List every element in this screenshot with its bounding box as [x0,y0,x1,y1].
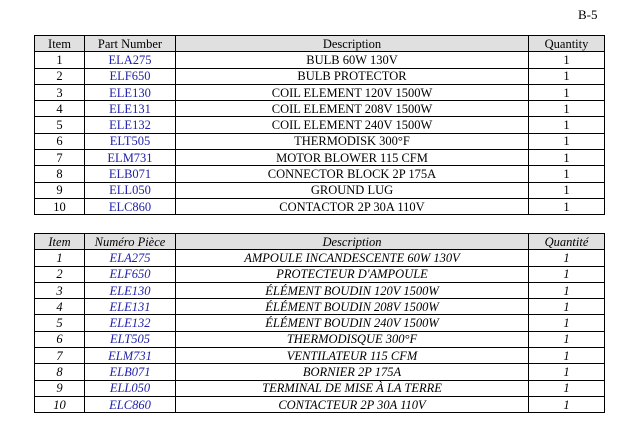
header-item: Item [35,234,85,250]
cell-item: 10 [35,198,85,214]
cell-part-number: ELE131 [85,101,176,117]
cell-part-number: ELF650 [85,68,176,84]
page-number: B-5 [578,7,598,22]
cell-quantity: 1 [529,299,605,315]
table-row [35,380,605,396]
cell-item: 8 [35,364,85,380]
header-quantity: Quantité [529,234,605,250]
header-quantity: Quantity [529,36,605,52]
cell-part-number: ELC860 [85,396,176,412]
cell-quantity: 1 [529,331,605,347]
cell-quantity: 1 [529,52,605,68]
cell-item: 6 [35,331,85,347]
cell-description: CONTACTEUR 2P 30A 110V [176,396,529,412]
cell-item: 8 [35,166,85,182]
table-row [35,331,605,347]
table-row [35,68,605,84]
cell-part-number: ELE130 [85,84,176,100]
cell-quantity: 1 [529,166,605,182]
parts-table-french [34,233,605,413]
cell-quantity: 1 [529,348,605,364]
cell-part-number: ELE130 [85,282,176,298]
cell-description: PROTECTEUR D'AMPOULE [176,266,529,282]
cell-description: TERMINAL DE MISE À LA TERRE [176,380,529,396]
cell-item: 4 [35,101,85,117]
cell-item: 7 [35,348,85,364]
cell-part-number: ELE131 [85,299,176,315]
cell-item: 5 [35,315,85,331]
cell-item: 5 [35,117,85,133]
cell-quantity: 1 [529,266,605,282]
cell-description: ÉLÉMENT BOUDIN 208V 1500W [176,299,529,315]
cell-item: 10 [35,396,85,412]
table-row [35,133,605,149]
header-description: Description [176,36,529,52]
cell-description: VENTILATEUR 115 CFM [176,348,529,364]
cell-description: BULB PROTECTOR [176,68,529,84]
table-row [35,101,605,117]
cell-description: COIL ELEMENT 208V 1500W [176,101,529,117]
table-row [35,84,605,100]
table-row [35,315,605,331]
cell-quantity: 1 [529,117,605,133]
table-row [35,282,605,298]
cell-item: 6 [35,133,85,149]
header-part-number: Numéro Pièce [85,234,176,250]
cell-quantity: 1 [529,150,605,166]
cell-description: THERMODISQUE 300°F [176,331,529,347]
table-row [35,117,605,133]
table-row [35,396,605,412]
header-row [35,234,605,250]
cell-part-number: ELL050 [85,380,176,396]
cell-part-number: ELT505 [85,331,176,347]
cell-description: ÉLÉMENT BOUDIN 120V 1500W [176,282,529,298]
cell-part-number: ELA275 [85,52,176,68]
cell-part-number: ELT505 [85,133,176,149]
table-row [35,150,605,166]
cell-description: AMPOULE INCANDESCENTE 60W 130V [176,250,529,266]
table-row [35,198,605,214]
table-row [35,182,605,198]
cell-description: CONNECTOR BLOCK 2P 175A [176,166,529,182]
table-row [35,266,605,282]
cell-part-number: ELM731 [85,348,176,364]
cell-part-number: ELC860 [85,198,176,214]
cell-description: BORNIER 2P 175A [176,364,529,380]
cell-item: 2 [35,68,85,84]
cell-quantity: 1 [529,282,605,298]
cell-item: 4 [35,299,85,315]
cell-description: ÉLÉMENT BOUDIN 240V 1500W [176,315,529,331]
cell-item: 3 [35,282,85,298]
cell-item: 2 [35,266,85,282]
header-part-number: Part Number [85,36,176,52]
cell-part-number: ELF650 [85,266,176,282]
cell-quantity: 1 [529,250,605,266]
cell-quantity: 1 [529,396,605,412]
cell-quantity: 1 [529,84,605,100]
cell-description: COIL ELEMENT 240V 1500W [176,117,529,133]
cell-quantity: 1 [529,182,605,198]
cell-part-number: ELB071 [85,166,176,182]
table-row [35,250,605,266]
cell-part-number: ELM731 [85,150,176,166]
cell-description: COIL ELEMENT 120V 1500W [176,84,529,100]
header-description: Description [176,234,529,250]
cell-description: GROUND LUG [176,182,529,198]
header-item: Item [35,36,85,52]
cell-quantity: 1 [529,380,605,396]
cell-item: 1 [35,52,85,68]
table-row [35,166,605,182]
cell-item: 3 [35,84,85,100]
cell-item: 1 [35,250,85,266]
cell-quantity: 1 [529,68,605,84]
cell-description: THERMODISK 300°F [176,133,529,149]
parts-table-english [34,35,605,215]
cell-part-number: ELL050 [85,182,176,198]
cell-quantity: 1 [529,364,605,380]
cell-quantity: 1 [529,198,605,214]
table-row [35,348,605,364]
cell-description: CONTACTOR 2P 30A 110V [176,198,529,214]
cell-part-number: ELE132 [85,315,176,331]
cell-item: 9 [35,182,85,198]
cell-quantity: 1 [529,315,605,331]
cell-quantity: 1 [529,101,605,117]
cell-description: MOTOR BLOWER 115 CFM [176,150,529,166]
table-row [35,299,605,315]
table-row [35,52,605,68]
cell-item: 7 [35,150,85,166]
table-row [35,364,605,380]
cell-description: BULB 60W 130V [176,52,529,68]
header-row [35,36,605,52]
cell-item: 9 [35,380,85,396]
cell-part-number: ELE132 [85,117,176,133]
cell-part-number: ELB071 [85,364,176,380]
cell-part-number: ELA275 [85,250,176,266]
cell-quantity: 1 [529,133,605,149]
